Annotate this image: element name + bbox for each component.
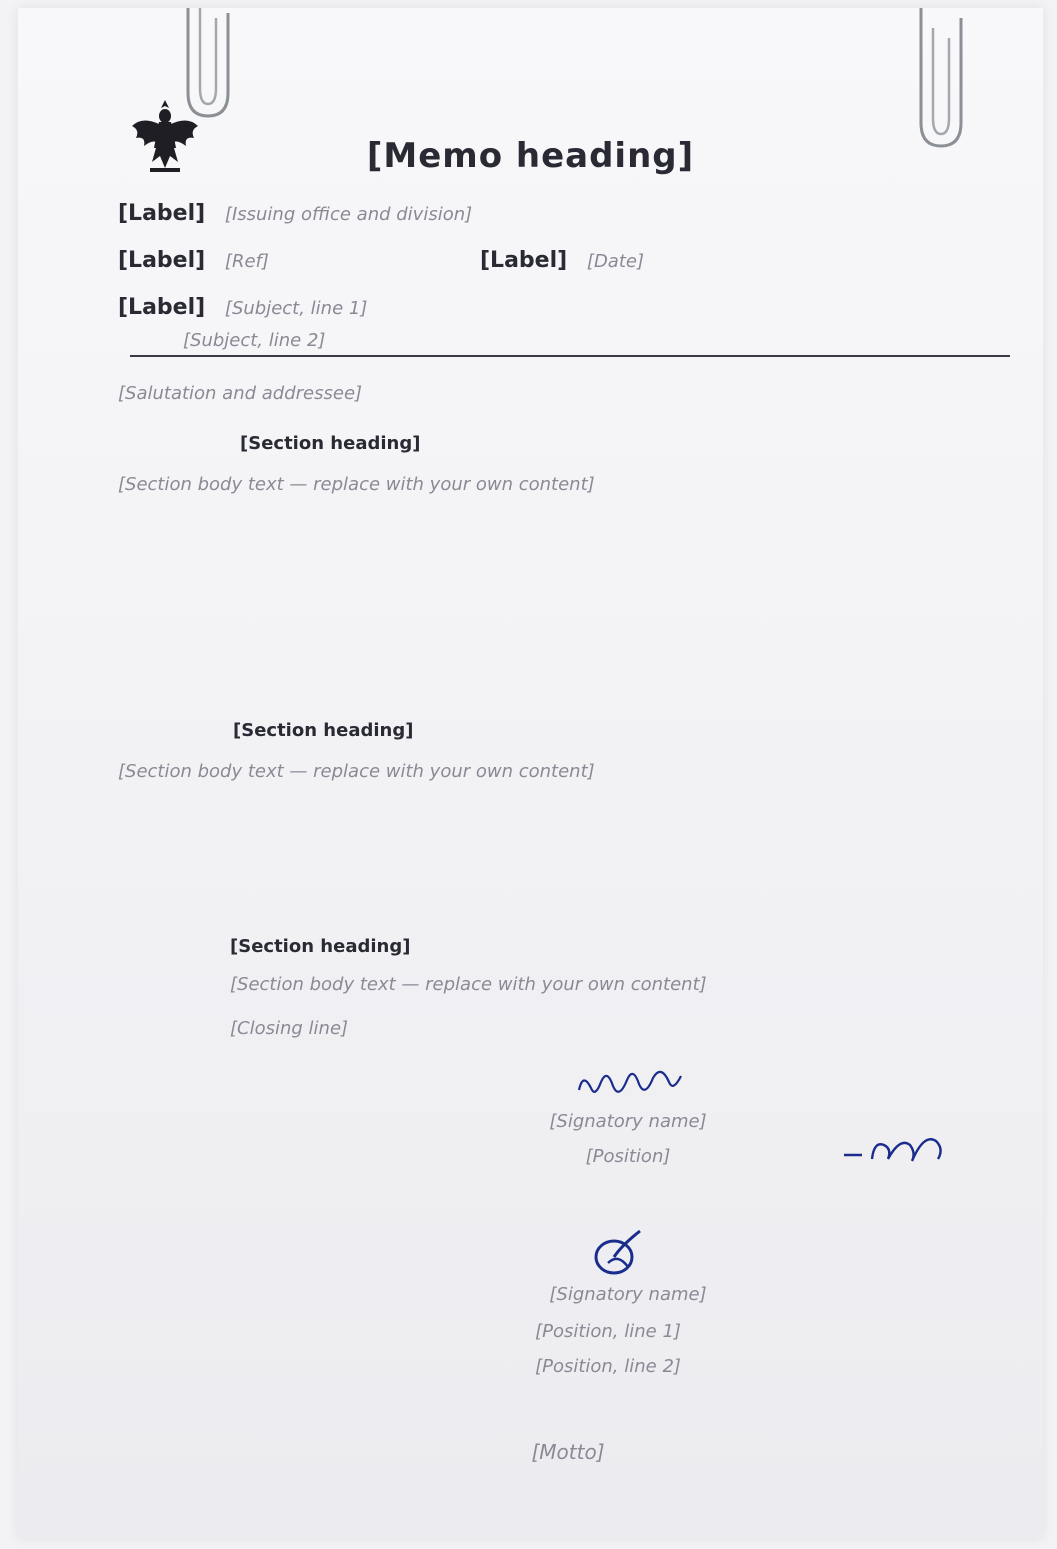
initials-mark-icon [840,1123,960,1173]
subject-label: [Label] [118,295,206,320]
motto: [Motto] [531,1440,605,1464]
section-2-body: [Section body text — replace with your own content] [118,761,595,782]
subject-line-1: [Subject, line 1] [224,298,368,319]
signature-1-icon [573,1058,693,1108]
addressee: [Salutation and addressee] [118,383,363,404]
ref-value: [Ref] [224,251,269,272]
date-label: [Label] [480,248,568,273]
signatory-2-position-line-1: [Position, line 1] [535,1321,681,1342]
section-3-body: [Section body text — replace with your own content] [230,974,707,995]
closing-line: [Closing line] [230,1018,349,1039]
signatory-1-name: [Signatory name] [549,1111,707,1132]
signatory-2-position-line-2: [Position, line 2] [535,1356,681,1377]
section-3-heading: [Section heading] [230,936,411,957]
subject-line-2: [Subject, line 2] [183,330,326,351]
date-row [480,248,644,273]
date-value: [Date] [586,251,644,272]
header-rule [130,355,1010,357]
agency-row [118,201,472,226]
signatory-2-name: [Signatory name] [549,1284,707,1305]
ref-row [118,248,269,273]
signature-2-icon [578,1223,658,1283]
memo-page [18,8,1043,1538]
document-title: [Memo heading] [366,136,695,176]
ref-label: [Label] [118,248,206,273]
agency-label: [Label] [118,201,206,226]
section-1-body: [Section body text — replace with your own content] [118,474,595,495]
signatory-1-position: [Position] [585,1146,671,1167]
section-1-heading: [Section heading] [240,433,421,454]
section-2-heading: [Section heading] [233,720,414,741]
agency-value: [Issuing office and division] [224,204,473,225]
subject-row [118,295,367,320]
paper-clip-right-icon [903,8,973,153]
